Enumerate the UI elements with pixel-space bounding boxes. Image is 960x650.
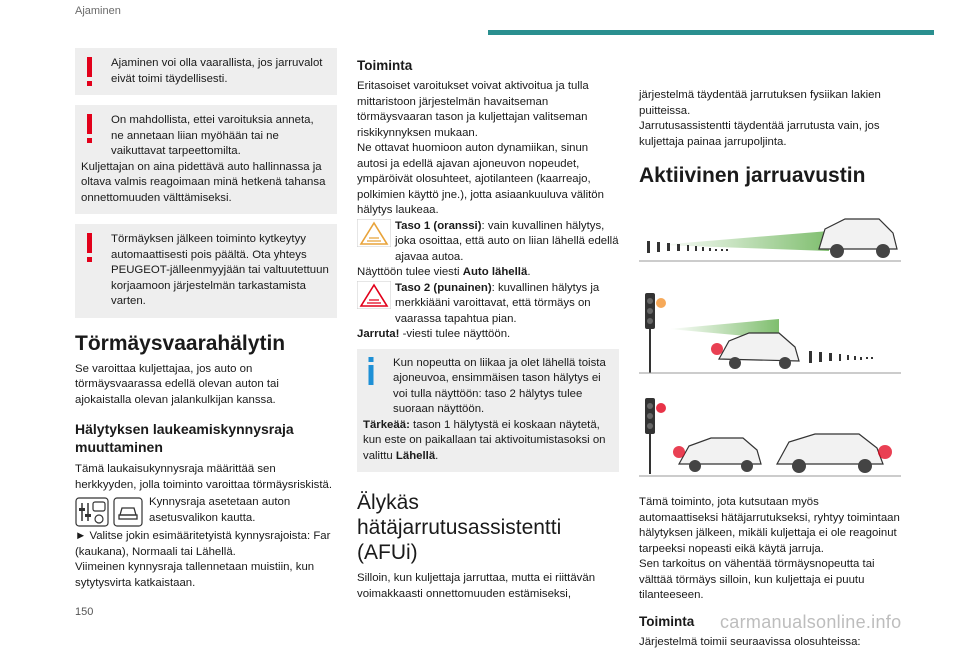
subsection-title-operation: Toiminta — [357, 58, 619, 73]
paragraph: Tämä laukaisukynnysraja määrittää sen herkkyyden, jolla toiminto varoittaa törmäysriskistä. — [75, 462, 337, 493]
text: tason 1 hälytystä ei koskaan näytetä, kun este on paikallaan tai aktivoitumistasoksi on valittu — [363, 419, 606, 462]
warning-box-brake-lights — [75, 48, 337, 95]
paragraph: Kynnysraja asetetaan auton asetusvalikon kautta. — [149, 495, 337, 526]
section-title-active-brake: Aktiivinen jarruavustin — [639, 164, 901, 188]
important-label: Tärkeää: — [363, 419, 410, 431]
paragraph — [357, 327, 619, 343]
info-text — [363, 419, 606, 462]
warning-box-collision — [75, 224, 337, 318]
illustration-distance-car — [639, 202, 901, 274]
paragraph: Tämä toiminto, jota kutsutaan myös automaattiseksi hätäjarrutukseksi, ryhtyy toimintaan hälytyksen jälkeen, mikäli kuljettaja ei ole reagoinut tarpeeksi nopeasti eikä käytä jarruja. — [639, 495, 901, 557]
paragraph — [357, 265, 619, 281]
paragraph: Se varoittaa kuljettajaa, jos auto on törmäysvaarassa edellä olevan auton tai ajokaistalla olevan jalankulkijan kanssa. — [75, 362, 337, 409]
warning-text: Törmäyksen jälkeen toiminto kytkeytyy automaattisesti pois päältä. Ota yhteys PEUGEOT-jälleenmyyjään tai valtuutettuun korjaamoon järjestelmän tarkastamista varten. — [81, 232, 329, 310]
info-box — [357, 349, 619, 473]
car-icon — [113, 497, 143, 527]
paragraph: Jarrutusassistentti täydentää jarrutusta vain, jos kuljettaja painaa jarrupoljinta. — [639, 119, 901, 150]
subsection-title: Hälytyksen laukeamiskynnysraja muuttaminen — [75, 420, 337, 456]
exclamation-icon — [85, 233, 94, 263]
illustration-brake-car — [639, 394, 901, 480]
warning-text: On mahdollista, ettei varoituksia anneta, ne annetaan liian myöhään tai ne vaikuttavat tarpeettomilta. — [81, 113, 329, 160]
text: -viesti tulee näyttöön. — [399, 328, 510, 340]
paragraph: Eritasoiset varoitukset voivat aktivoitua ja tulla mittaristoon järjestelmän havaitseman törmäysvaaran tason ja kuljettajan valitseman riskikynnyksen mukaan. — [357, 79, 619, 141]
level-1-label: Taso 1 (oranssi) — [395, 220, 482, 232]
orange-warning-triangle-icon — [357, 219, 391, 247]
paragraph: Sen tarkoitus on vähentää törmäysnopeutta tai välttää törmäys silloin, kun kuljettaja ei puutu tilanteeseen. — [639, 557, 901, 604]
column-1 — [75, 48, 337, 591]
info-icon — [367, 357, 375, 385]
message-label: Auto lähellä — [463, 266, 528, 278]
settings-icons-row — [75, 495, 337, 529]
red-warning-triangle-icon — [357, 281, 391, 309]
paragraph: Viimeinen kynnysraja tallennetaan muistiin, kun sytytysvirta katkaistaan. — [75, 560, 337, 591]
section-title-afui: Älykäs hätäjarrutusassistentti (AFUi) — [357, 490, 619, 565]
page-number: 150 — [75, 606, 93, 618]
level-2-label: Taso 2 (punainen) — [395, 282, 492, 294]
exclamation-icon — [85, 114, 94, 144]
paragraph: Silloin, kun kuljettaja jarruttaa, mutta ei riittävän voimakkaasti onnettomuuden estämiseksi, — [357, 571, 619, 602]
level-1-text: : vain kuvallinen hälytys, joka osoittaa, että auto on liian lähellä edellä ajavaa autoa. — [395, 220, 619, 263]
level-1-alert — [357, 219, 619, 266]
level-2-text: : kuvallinen hälytys ja merkkiääni varoittavat, että törmäys on vaarassa tapahtua pian. — [395, 282, 599, 325]
watermark: carmanualsonline.info — [720, 612, 901, 633]
warning-text: Ajaminen voi olla vaarallista, jos jarruvalot eivät toimi täydellisesti. — [81, 56, 329, 87]
text: . — [527, 266, 530, 278]
column-3 — [639, 88, 901, 650]
warning-box-alerts — [75, 105, 337, 214]
settings-car-icon — [75, 497, 109, 527]
exclamation-icon — [85, 57, 94, 87]
illustration-traffic-light-car — [639, 289, 901, 379]
text: . — [435, 450, 438, 462]
paragraph: ► Valitse jokin esimääritetyistä kynnysrajoista: Far (kaukana), Normaali tai Lähellä. — [75, 529, 337, 560]
text: Näyttöön tulee viesti — [357, 266, 463, 278]
message-label: Jarruta! — [357, 328, 399, 340]
level-2-alert — [357, 281, 619, 328]
column-2 — [357, 58, 619, 602]
warning-text: Kuljettajan on aina pidettävä auto hallinnassa ja oltava valmis reagoimaan minä hetkenä tahansa onnettomuuden välttämiseksi. — [81, 160, 329, 207]
paragraph: järjestelmä täydentää jarrutuksen fysiikan lakien puitteissa. — [639, 88, 901, 119]
paragraph: Järjestelmä toimii seuraavissa olosuhteissa: — [639, 635, 901, 650]
setting-label: Lähellä — [396, 450, 435, 462]
info-text: Kun nopeutta on liikaa ja olet lähellä toista ajoneuvoa, ensimmäisen tason hälytys ei voi tulla näyttöön: taso 2 hälytys tulee suoraan näyttöön. — [363, 356, 611, 418]
section-title-collision-alert: Törmäysvaarahälytin — [75, 332, 337, 356]
paragraph: Ne ottavat huomioon auton dynamiikan, sinun autosi ja edellä ajavan ajoneuvon nopeudet, ympäröivät olosuhteet, ajotilanteen (kaarreajo, polkimien käyttö jne.), jotta asiaankuuluva välitön hälytys laukeaa. — [357, 141, 619, 219]
running-header: Ajaminen — [75, 5, 121, 17]
header-accent-bar — [488, 30, 934, 35]
subsection-title-operation: Toiminta — [639, 614, 901, 629]
